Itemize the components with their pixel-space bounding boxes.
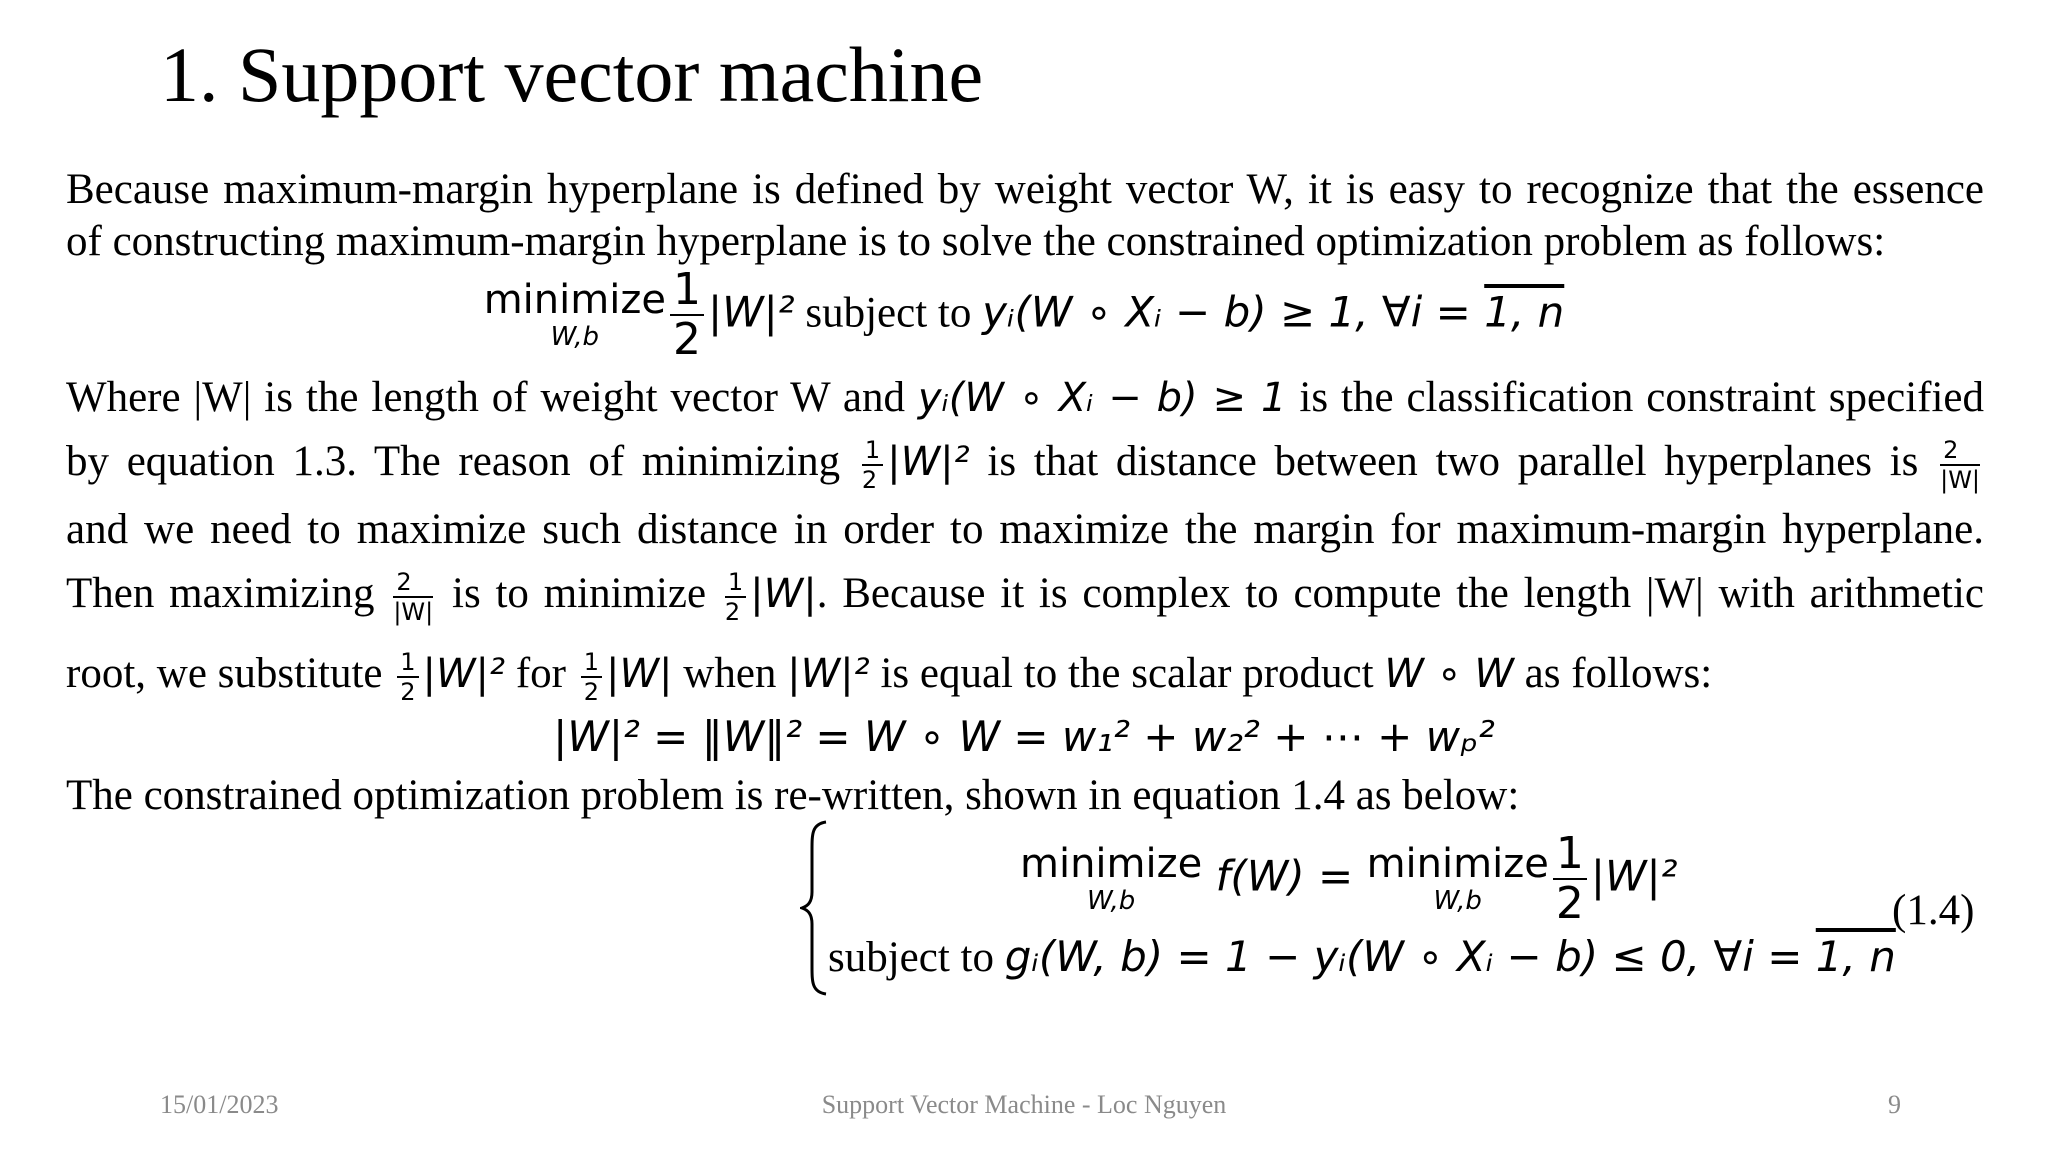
where-line-3: and we need to maximize such distance in order to maximize the margin for maximum-margin hyperplane. [66,506,1984,553]
left-brace-icon [800,820,830,996]
index-range: 1, n [1484,287,1565,337]
system-row-2: subject to gᵢ(W, b) = 1 − yᵢ(W ∘ Xᵢ − b) ≤ 0, ∀i = 1, n [828,932,1896,981]
minimize-operator: minimize W,b [483,277,666,352]
subject-to-text: subject to [794,289,983,337]
optimization-equation [0,264,2048,365]
equation-number: (1.4) [1892,887,1975,934]
where-line-1: Where |W| is the length of weight vector W and yᵢ(W ∘ Xᵢ − b) ≥ 1 is the classification constraint specified [66,374,1984,421]
equation-system [800,820,1896,1000]
where-line-2: by equation 1.3. The reason of minimizing $\frac{1}{2}$ |W|² is that distance between two parallel hyperplanes is $\frac{2}{|W|}$ [66,436,1981,495]
intro-line-1: Because maximum-margin hyperplane is defined by weight vector W, it is easy to recognize that the essence [66,166,1984,213]
slide-title: 1. Support vector machine [160,31,984,118]
page-number: 9 [1888,1090,1901,1119]
intro-line-2: of constructing maximum-margin hyperplane is to solve the constrained optimization problem as follows: [66,218,1886,265]
objective-term: |W|² [707,287,795,337]
footer-title: Support Vector Machine - Loc Nguyen [821,1090,1227,1119]
where-line-4: Then maximizing $\frac{2}{|W|}$ is to minimize $\frac{1}{2}$ |W|. Because it is complex to compute the length |W| with arithmetic [66,568,1984,627]
where-line-5: root, we substitute $\frac{1}{2}$ |W|² for $\frac{1}{2}$ |W| when |W|² is equal to the scalar product W ∘ W as follows: [66,648,1713,707]
rewrite-text: The constrained optimization problem is re-written, shown in equation 1.4 as below: [66,772,1520,819]
norm-equation: |W|² = ‖W‖² = W ∘ W = w₁² + w₂² + ⋯ + wₚ² [553,712,1495,761]
half-fraction: $\frac{1}{2}$ [670,268,704,362]
footer-date: 15/01/2023 [160,1090,279,1119]
system-row-1: minimize W,b f(W) = minimize W,b $\frac{1}{2}$ |W|² [1020,828,1678,929]
constraint-expression: yᵢ(W ∘ Xᵢ − b) ≥ 1, ∀i = [982,287,1485,337]
distance-fraction: $\frac{2}{|W|}$ [1940,436,1981,495]
